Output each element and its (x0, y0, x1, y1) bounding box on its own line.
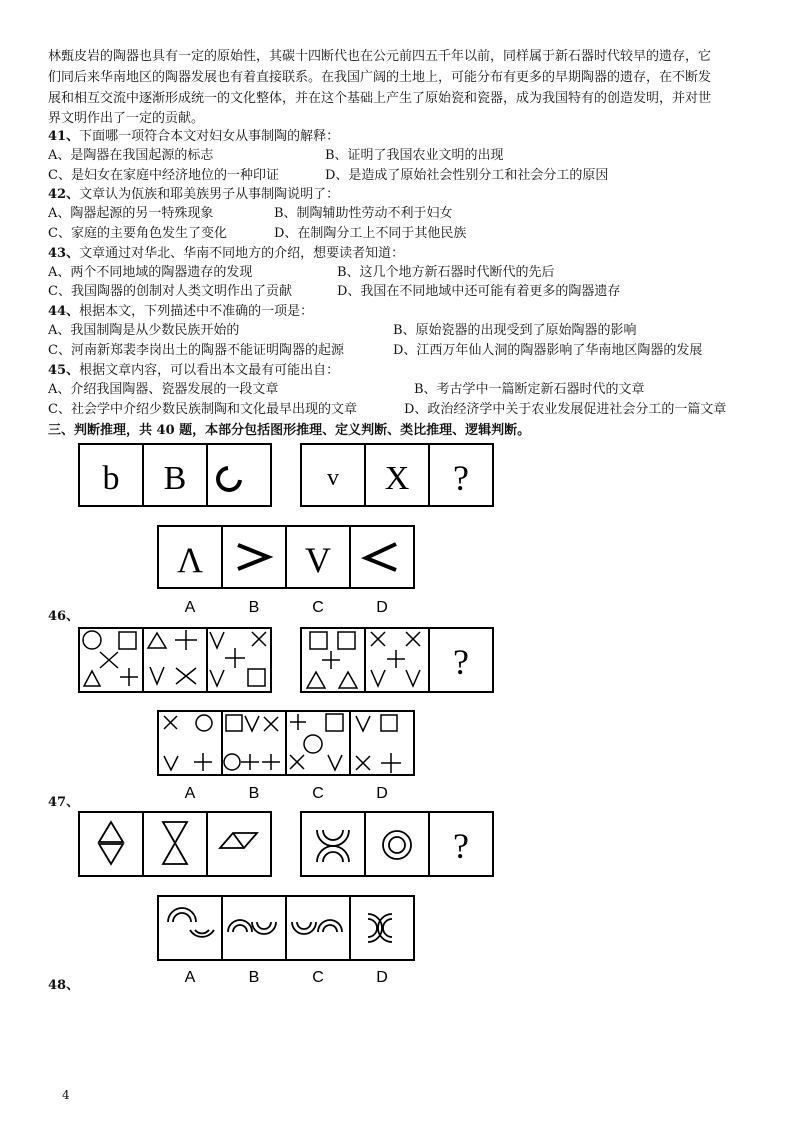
q46-glyph-c-shape (218, 468, 240, 490)
option: A、我国制陶是从少数民族开始的 (48, 323, 240, 338)
passage-line-3: 展和相互交流中逐渐形成统一的文化整体，并在这个基础上产生了原始瓷和瓷器，成为我国特有的创造发明，并对世 (48, 91, 712, 106)
q46-opt-c-glyph: V (305, 540, 331, 580)
q46-glyph-X: X (384, 460, 410, 497)
question-number: 42、 (48, 187, 80, 202)
option-letter-d: D (376, 785, 388, 802)
option: B、考古学中一篇断定新石器时代的文章 (414, 382, 645, 397)
option: B、证明了我国农业文明的出现 (325, 148, 504, 163)
question-stem: 文章认为佤族和耶美族男子从事制陶说明了： (79, 187, 340, 202)
option: D、我国在不同地域中还可能有着更多的陶器遗存 (337, 284, 621, 299)
question-46-number: 46、 (48, 609, 80, 624)
question-number: 43、 (48, 246, 80, 261)
q47-figures (79, 628, 493, 775)
q46-opt-a-glyph: Λ (176, 540, 204, 580)
q46-glyph-b: b (102, 460, 120, 497)
question-stem: 下面哪一项符合本文对妇女从事制陶的解释： (79, 129, 340, 144)
option: D、政治经济学中关于农业发展促进社会分工的一篇文章 (404, 402, 727, 417)
question-number: 44、 (48, 304, 80, 319)
passage-line-2: 们同后来华南地区的陶器发展也有着直接联系。在我国广阔的土地上，可能分布有更多的早期陶器的遗存，在不断发 (48, 70, 712, 85)
q46-figures (79, 444, 493, 588)
option: C、是妇女在家庭中经济地位的一种印证 (48, 168, 279, 183)
question-mark: ? (453, 458, 469, 498)
question-47-number: 47、 (48, 795, 80, 810)
option: C、社会学中介绍少数民族制陶和文化最早出现的文章 (48, 402, 357, 417)
option: B、这几个地方新石器时代断代的先后 (337, 265, 555, 280)
option-letter-a: A (184, 969, 196, 986)
q48-figures (79, 812, 493, 960)
option-letter-d: D (376, 969, 388, 986)
question-stem: 根据本文，下列描述中不准确的一项是： (79, 304, 314, 319)
option-letter-a: A (184, 599, 196, 616)
option: A、两个不同地域的陶器遗存的发现 (48, 265, 253, 280)
option: A、介绍我国陶器、瓷器发展的一段文章 (48, 382, 279, 397)
option-letter-b: B (248, 969, 260, 986)
option: C、河南新郑裴李岗出土的陶器不能证明陶器的起源 (48, 343, 344, 358)
option-letter-b: B (248, 785, 260, 802)
option: B、原始瓷器的出现受到了原始陶器的影响 (393, 323, 637, 338)
option: A、是陶器在我国起源的标志 (48, 148, 214, 163)
option: C、家庭的主要角色发生了变化 (48, 226, 227, 241)
option: B、制陶辅助性劳动不利于妇女 (274, 206, 453, 221)
question-number: 41、 (48, 129, 80, 144)
option-letter-b: B (248, 599, 260, 616)
option: D、是造成了原始社会性别分工和社会分工的原因 (325, 168, 609, 183)
question-mark: ? (453, 826, 469, 866)
passage-line-4: 界文明作出了一定的贡献。 (48, 111, 205, 126)
option-letter-c: C (312, 785, 324, 802)
q46-opt-d-shape (366, 544, 396, 570)
page-number: 4 (62, 1088, 70, 1102)
option: A、陶器起源的另一特殊现象 (48, 206, 214, 221)
question-stem: 文章通过对华北、华南不同地方的介绍，想要读者知道： (79, 246, 405, 261)
option-letter-c: C (312, 969, 324, 986)
passage-line-1: 林甄皮岩的陶器也具有一定的原始性，其碳十四断代也在公元前四五千年以前，同样属于新石器时代较早的遗存，它 (48, 49, 712, 64)
q46-glyph-v: v (327, 465, 339, 491)
q46-opt-b-shape (238, 545, 268, 569)
option-letter-a: A (184, 785, 196, 802)
option-letter-d: D (376, 599, 388, 616)
option: D、在制陶分工上不同于其他民族 (274, 226, 467, 241)
option: D、江西万年仙人洞的陶器影响了华南地区陶器的发展 (393, 343, 703, 358)
option: C、我国陶器的创制对人类文明作出了贡献 (48, 284, 292, 299)
option-letter-c: C (312, 599, 324, 616)
question-48-number: 48、 (48, 978, 80, 993)
question-stem: 根据文章内容，可以看出本文最有可能出自： (79, 363, 340, 378)
question-number: 45、 (48, 363, 80, 378)
q46-glyph-B: B (163, 460, 187, 497)
question-mark: ? (453, 642, 469, 682)
section-title: 三、判断推理，共 40 题，本部分包括图形推理、定义判断、类比推理、逻辑判断。 (48, 423, 531, 438)
